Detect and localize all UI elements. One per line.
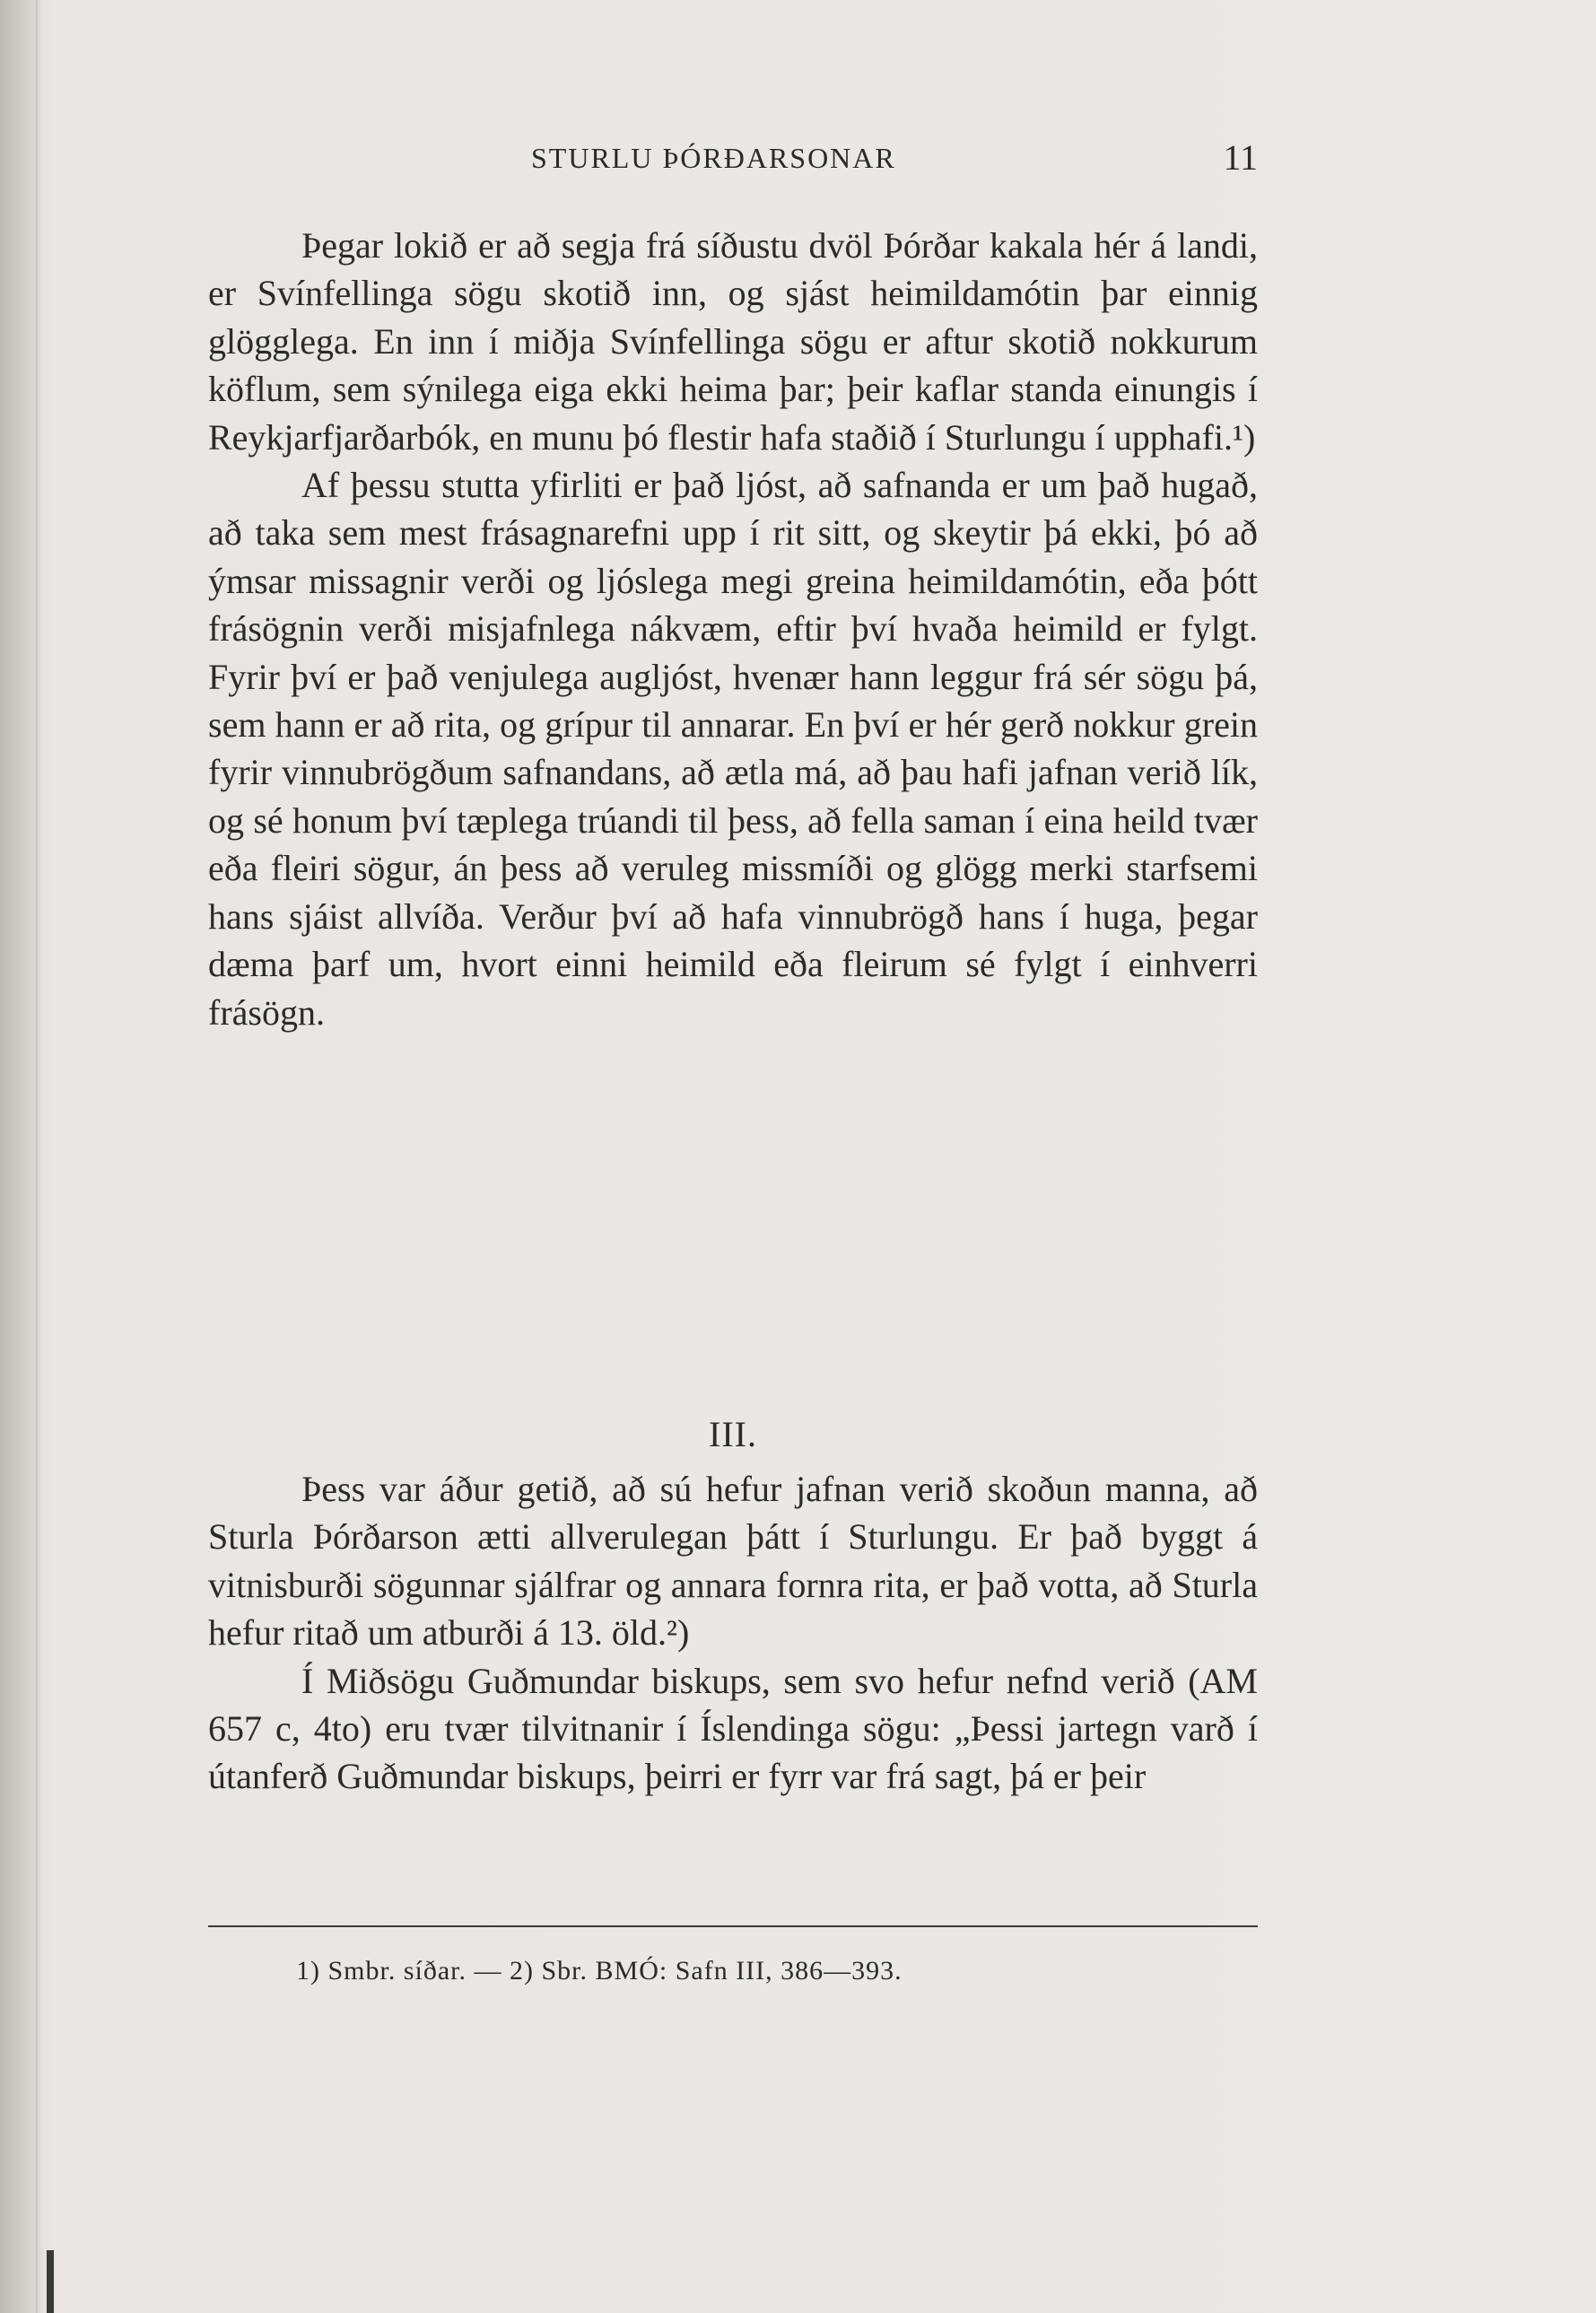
running-title: STURLU ÞÓRÐARSONAR	[531, 142, 896, 174]
paragraph: Þegar lokið er að segja frá síðustu dvöl Þórðar kakala hér á landi, er Svínfellinga sögu skotið inn, og sjást heimildamótin þar einnig glögglega. En inn í miðja Svínfellinga sögu er aftur skotið nokkurum köflum, sem sýnilega eiga ekki heima þar; þeir kaflar standa einungis í Reykjarfjarðarbók, en munu þó flestir hafa staðið í Sturlungu í upphafi.¹)	[208, 225, 1258, 458]
text-block-top	[208, 222, 1258, 1036]
paragraph: Í Miðsögu Guðmundar biskups, sem svo hefur nefnd verið (AM 657 c, 4to) eru tvær tilvitnanir í Íslendinga sögu: „Þessi jartegn varð í útanferð Guðmundar biskups, þeirri er fyrr var frá sagt, þá er þeir	[208, 1660, 1258, 1797]
text-block-bottom	[208, 1465, 1258, 1801]
section-heading: III.	[709, 1414, 757, 1454]
page-header	[208, 137, 1258, 187]
gutter-mark	[47, 2250, 54, 2313]
footnote-divider	[208, 1925, 1258, 1927]
page-number: 11	[1223, 137, 1258, 178]
gutter-line	[36, 0, 38, 2313]
footnotes: 1) Smbr. síðar. — 2) Sbr. BMÓ: Safn III, 386—393.	[296, 1956, 903, 1986]
paragraph: Þess var áður getið, að sú hefur jafnan verið skoðun manna, að Sturla Þórðarson ætti allverulegan þátt í Sturlungu. Er það byggt á vitnisburði sögunnar sjálfrar og annara fornra rita, er það votta, að Sturla hefur ritað um atburði á 13. öld.²)	[208, 1469, 1258, 1654]
paragraph: Af þessu stutta yfirliti er það ljóst, að safnanda er um það hugað, að taka sem mest frásagnarefni upp í rit sitt, og skeytir þá ekki, þó að ýmsar missagnir verði og ljóslega megi greina heimildamótin, eða þótt frásögnin verði misjafnlega nákvæm, eftir því hvaða heimild er fylgt. Fyrir því er það venjulega augljóst, hvenær hann leggur frá sér sögu þá, sem hann er að rita, og grípur til annarar. En því er hér gerð nokkur grein fyrir vinnubrögðum safnandans, að ætla má, að þau hafi jafnan verið lík, og sé honum því tæplega trúandi til þess, að fella saman í eina heild tvær eða fleiri sögur, án þess að veruleg missmíði og glögg merki starfsemi hans sjáist allvíða. Verður því að hafa vinnubrögð hans í huga, þegar dæma þarf um, hvort einni heimild eða fleirum sé fylgt í einhverri frásögn.	[208, 465, 1258, 1033]
